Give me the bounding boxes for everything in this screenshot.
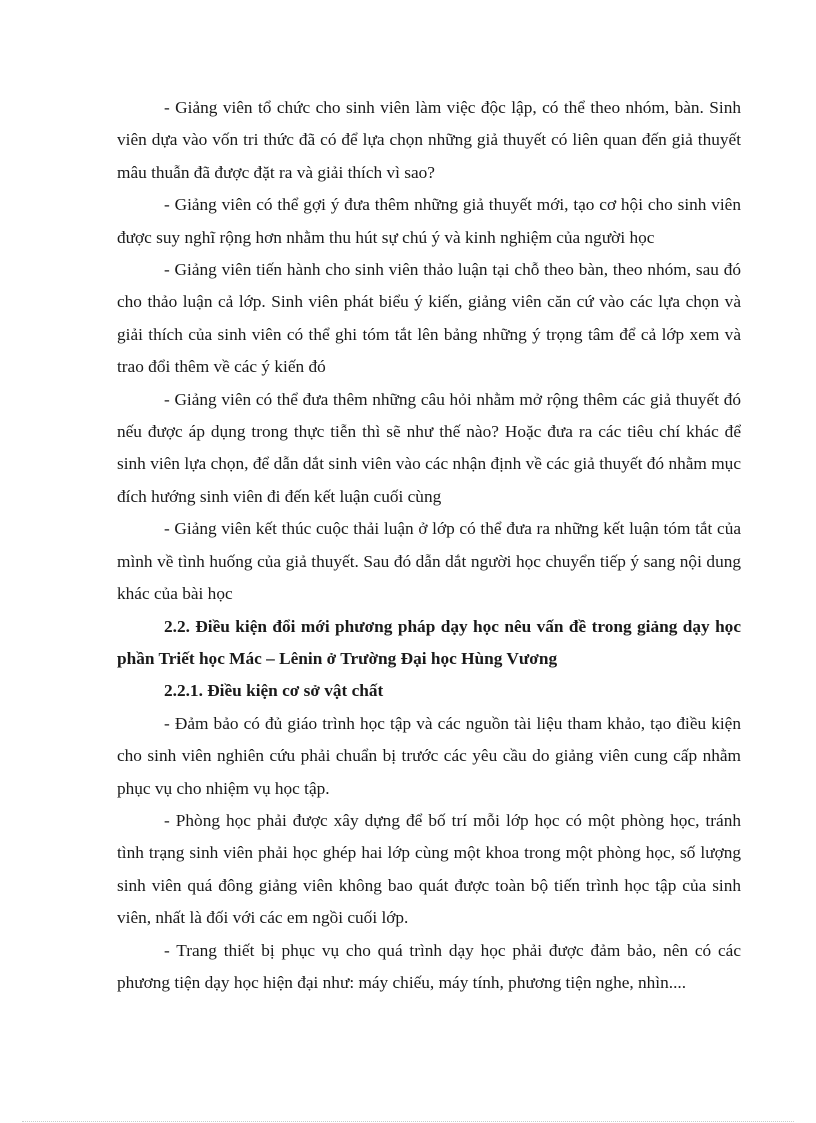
page-bottom-divider <box>22 1121 794 1122</box>
section-heading-2-2-1: 2.2.1. Điều kiện cơ sở vật chất <box>164 681 384 701</box>
paragraph-textbooks: - Đảm bảo có đủ giáo trình học tập và các nguồn tài liệu tham khảo, tạo điều kiện cho sinh viên nghiên cứu phải chuẩn bị trước các yêu cầu do giảng viên cung cấp nhằm phục vụ cho nhiệm vụ học tập. <box>117 713 741 798</box>
paragraph-equipment: - Trang thiết bị phục vụ cho quá trình dạy học phải được đảm bảo, nên có các phương tiện dạy học hiện đại như: máy chiếu, máy tính, phương tiện nghe, nhìn.... <box>117 940 741 992</box>
paragraph-lecturer-concludes: - Giảng viên kết thúc cuộc thải luận ở lớp có thể đưa ra những kết luận tóm tắt của mình về tình huống của giả thuyết. Sau đó dẫn dắt người học chuyển tiếp ý sang nội dung khác của bài học <box>117 519 741 604</box>
paragraph-lecturer-suggests: - Giảng viên có thể gợi ý đưa thêm những giả thuyết mới, tạo cơ hội cho sinh viên được suy nghĩ rộng hơn nhằm thu hút sự chú ý và kinh nghiệm của người học <box>117 195 741 247</box>
paragraph-lecturer-organizes: - Giảng viên tổ chức cho sinh viên làm việc độc lập, có thể theo nhóm, bàn. Sinh viên dựa vào vốn tri thức đã có để lựa chọn những giả thuyết có liên quan đến giả thuyết mâu thuẫn đã được đặt ra và giải thích vì sao? <box>117 98 741 182</box>
section-heading-2-2: 2.2. Điều kiện đổi mới phương pháp dạy học nêu vấn đề trong giảng dạy học phần Triết học Mác – Lênin ở Trường Đại học Hùng Vương <box>117 616 741 668</box>
paragraph-lecturer-questions: - Giảng viên có thể đưa thêm những câu hỏi nhằm mở rộng thêm các giả thuyết đó nếu được áp dụng trong thực tiễn thì sẽ như thế nào? Hoặc đưa ra các tiêu chí khác để sinh viên lựa chọn, để dẫn dắt sinh viên vào các nhận định về các giả thuyết đó nhằm mục đích hướng sinh viên đi đến kết luận cuối cùng <box>117 389 741 506</box>
paragraph-lecturer-discussion: - Giảng viên tiến hành cho sinh viên thảo luận tại chỗ theo bàn, theo nhóm, sau đó cho thảo luận cả lớp. Sinh viên phát biểu ý kiến, giảng viên căn cứ vào các lựa chọn và giải thích của sinh viên có thể ghi tóm tắt lên bảng những ý trọng tâm để cả lớp xem và trao đổi thêm về các ý kiến đó <box>117 260 741 377</box>
document-page <box>117 92 741 999</box>
paragraph-classrooms: - Phòng học phải được xây dựng để bố trí mỗi lớp học có một phòng học, tránh tình trạng sinh viên phải học ghép hai lớp cùng một khoa trong một phòng học, số lượng sinh viên quá đông giảng viên không bao quát được toàn bộ tiến trình học tập của sinh viên, nhất là đối với các em ngồi cuối lớp. <box>117 810 741 928</box>
